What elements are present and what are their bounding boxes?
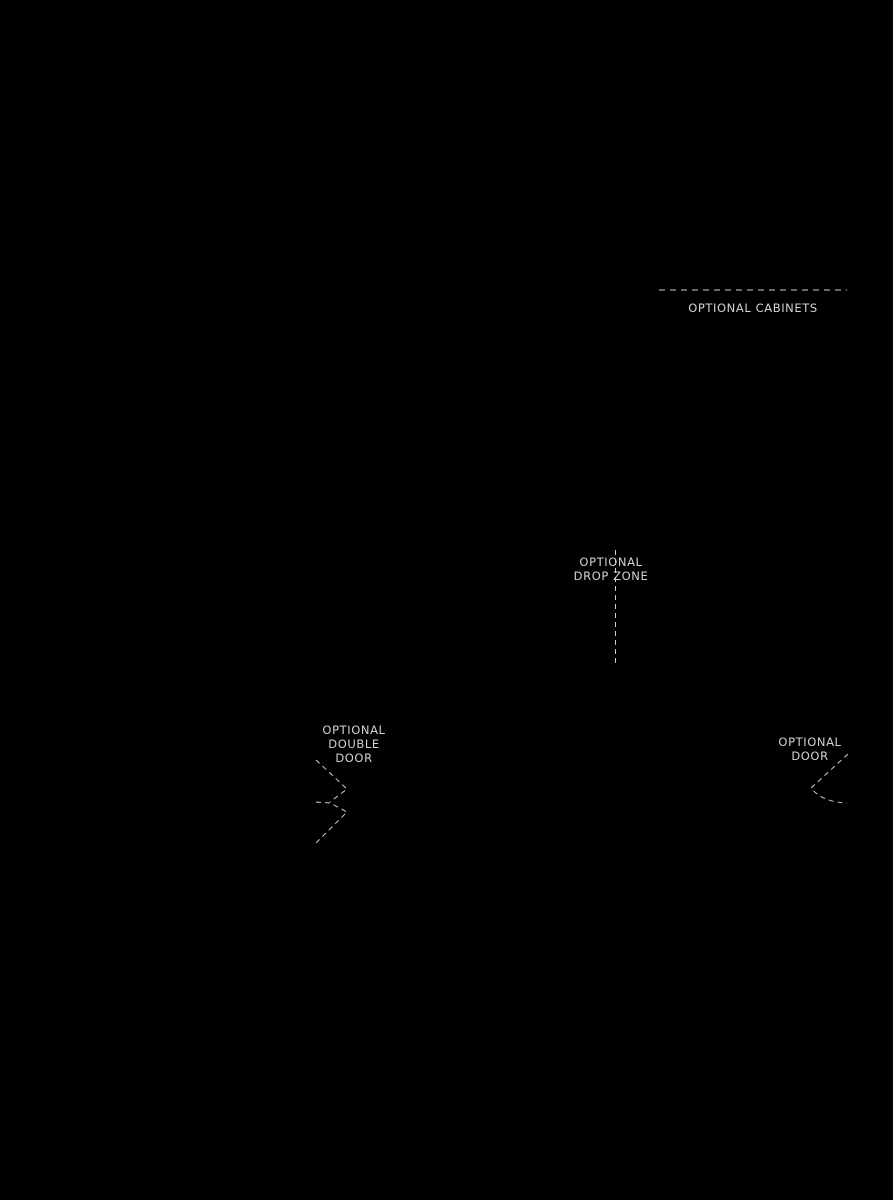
optional-door-label-line-1: OPTIONAL bbox=[778, 735, 842, 749]
optional-door-label-line-2: DOOR bbox=[791, 749, 829, 763]
optional-cabinets-group bbox=[659, 290, 847, 315]
optional-double-door-group bbox=[314, 723, 386, 845]
optional-drop-zone-group bbox=[574, 550, 649, 664]
optional-double-door-upper-swing bbox=[316, 760, 347, 802]
optional-double-door-lower-swing bbox=[314, 802, 347, 845]
optional-double-door-label-line-1: OPTIONAL bbox=[322, 723, 386, 737]
optional-double-door-label-line-2: DOUBLE bbox=[328, 737, 380, 751]
optional-drop-zone-label-line-1: OPTIONAL bbox=[579, 555, 643, 569]
optional-drop-zone-label-line-2: DROP ZONE bbox=[573, 569, 649, 583]
optional-double-door-label-line-3: DOOR bbox=[335, 751, 373, 765]
optional-cabinets-label: OPTIONAL CABINETS bbox=[688, 301, 818, 315]
optional-door-group bbox=[778, 735, 848, 803]
